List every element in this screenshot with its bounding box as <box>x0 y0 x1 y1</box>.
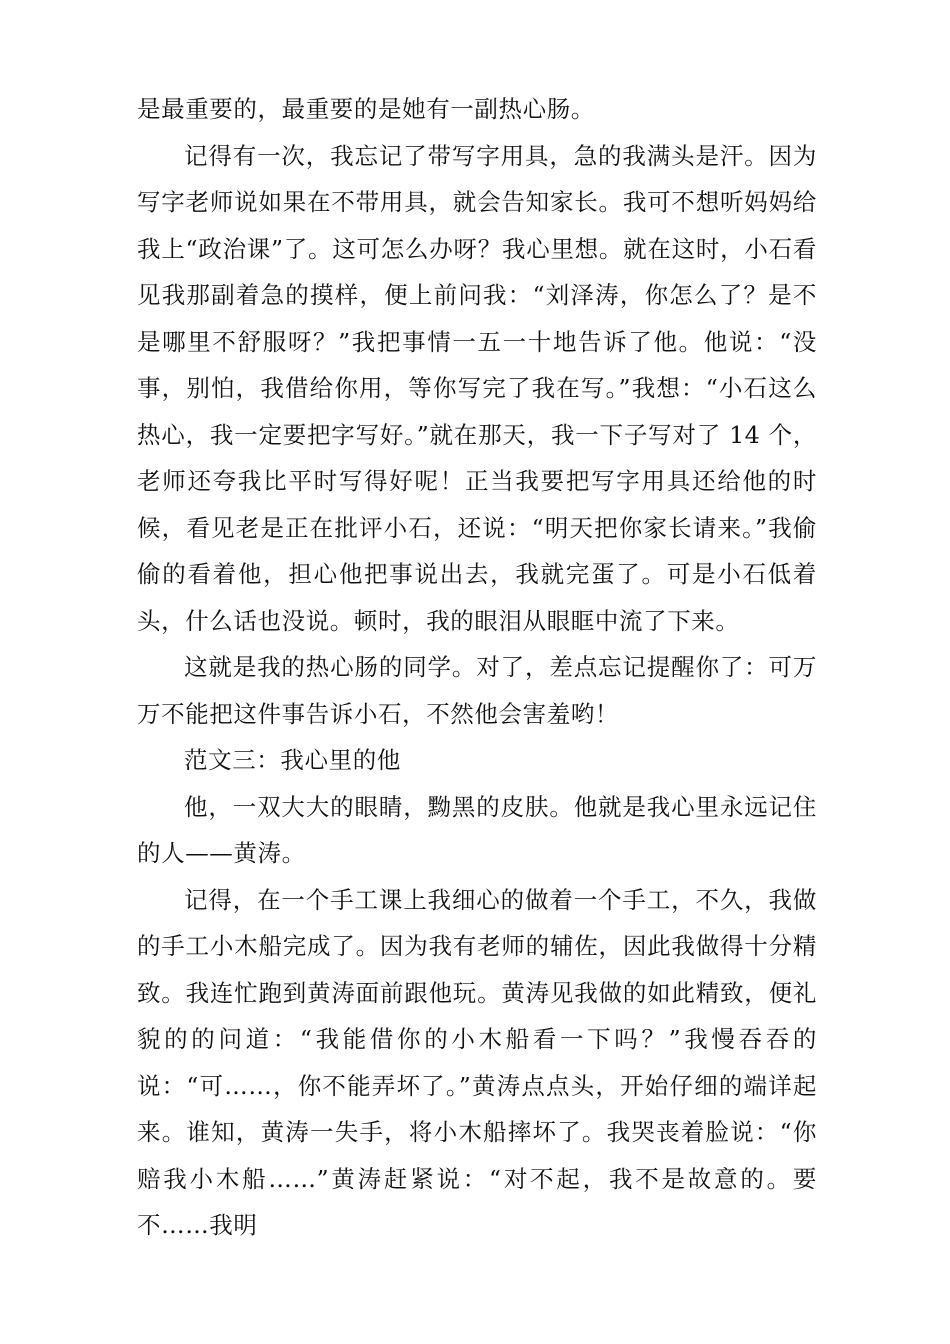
paragraph-4: 他，一双大大的眼睛，黝黑的皮肤。他就是我心里永远记住的人——黄涛。 <box>137 792 817 867</box>
document-page <box>137 86 817 1249</box>
paragraph-3: 这就是我的热心肠的同学。对了，差点忘记提醒你了：可万万不能把这件事告诉小石，不然他会害羞哟！ <box>137 653 817 728</box>
paragraph-1: 是最重要的，最重要的是她有一副热心肠。 <box>137 95 595 123</box>
paragraph-5: 记得，在一个手工课上我细心的做着一个手工，不久，我做的手工小木船完成了。因为我有老师的辅佐，因此我做得十分精致。我连忙跑到黄涛面前跟他玩。黄涛见我做的如此精致，便礼貌的的问道：“我能借你的小木船看一下吗？”我慢吞吞的说：“可……，你不能弄坏了。”黄涛点点头，开始仔细的端详起来。谁知，黄涛一失手，将小木船摔坏了。我哭丧着脸说：“你赔我小木船……”黄涛赶紧说：“对不起，我不是故意的。要不……我明 <box>137 885 817 1239</box>
section-heading: 范文三：我心里的他 <box>184 746 401 774</box>
paragraph-2: 记得有一次，我忘记了带写字用具，急的我满头是汗。因为写字老师说如果在不带用具，就会告知家长。我可不想听妈妈给我上“政治课”了。这可怎么办呀？我心里想。就在这时，小石看见我那副着急的摸样，便上前问我：“刘泽涛，你怎么了？是不是哪里不舒服呀？”我把事情一五一十地告诉了他。他说：“没事，别怕，我借给你用，等你写完了我在写。”我想：“小石这么热心，我一定要把字写好。”就在那天，我一下子写对了 14 个，老师还夸我比平时写得好呢！正当我要把写字用具还给他的时候，看见老是正在批评小石，还说：“明天把你家长请来。”我偷偷的看着他，担心他把事说出去，我就完蛋了。可是小石低着头，什么话也没说。顿时，我的眼泪从眼眶中流了下来。 <box>137 141 817 635</box>
